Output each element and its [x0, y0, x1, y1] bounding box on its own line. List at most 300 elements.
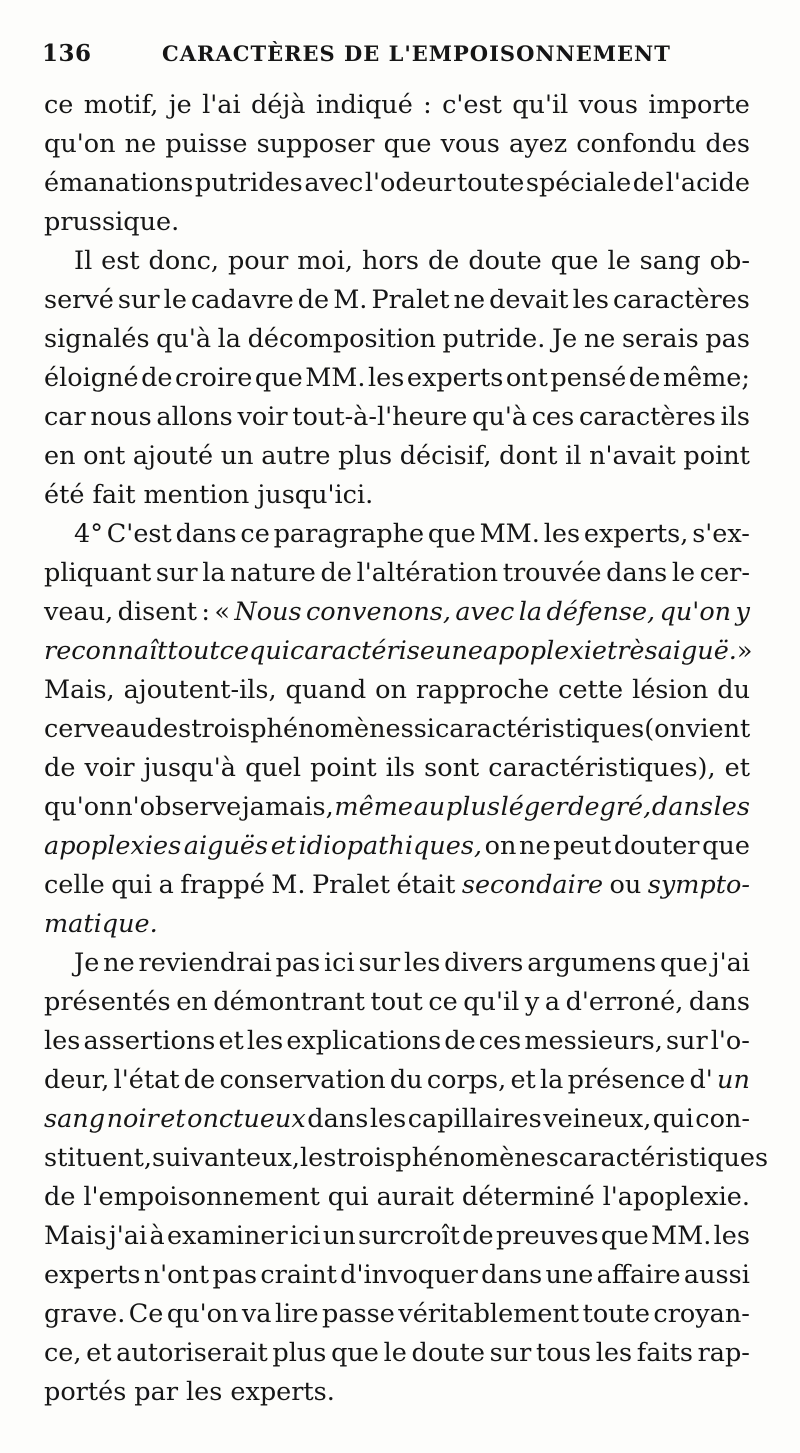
word: qui [111, 870, 153, 900]
word: pas [212, 1260, 258, 1290]
italic-word: et [160, 1104, 186, 1134]
word: passe [322, 1299, 395, 1329]
word: fait [92, 480, 136, 510]
word: de [297, 285, 330, 315]
word: plus [272, 1338, 327, 1368]
word: ne [519, 831, 551, 861]
word: quand [285, 675, 367, 705]
word: en [44, 441, 76, 471]
word: qu'on [44, 129, 116, 159]
word: un [220, 441, 254, 471]
word: croire [175, 363, 253, 393]
italic-word: avec [455, 597, 515, 627]
word: l'état [113, 1065, 180, 1095]
word: j'ai [108, 1221, 148, 1251]
word: que [331, 1338, 379, 1368]
word: sur [117, 285, 160, 315]
text-line [44, 788, 750, 827]
word: de [628, 363, 661, 393]
word: plus [338, 441, 393, 471]
italic-word: dans [651, 792, 713, 822]
italic-word: convenons, [305, 597, 451, 627]
word: décomposition [247, 324, 436, 354]
word: explications [286, 1026, 442, 1056]
italic-word: qu'on [659, 597, 732, 627]
word: spéciale [525, 168, 632, 198]
word: MM. [305, 363, 366, 393]
word: du [717, 675, 750, 705]
italic-word: qui [249, 636, 290, 666]
word: on [375, 675, 407, 705]
running-title: CARACTÈRES DE L'EMPOISONNEMENT [162, 41, 671, 66]
paragraph [44, 242, 750, 515]
word: qu'à [472, 402, 528, 432]
word: ce [44, 90, 74, 120]
word: reviendrai [138, 948, 272, 978]
word: de [632, 168, 665, 198]
italic-word: une [434, 636, 483, 666]
word: phénomènes [395, 1143, 559, 1173]
word: » [736, 636, 753, 666]
word: dans [481, 1260, 543, 1290]
word: Pralet [311, 870, 390, 900]
italic-word: apoplexies [44, 831, 182, 861]
word: un [322, 1221, 356, 1251]
italic-word: degré, [568, 792, 652, 822]
word: lire [274, 1299, 319, 1329]
word: d' [689, 1065, 713, 1095]
word: cerveau [44, 714, 147, 744]
word: Il [74, 246, 93, 276]
page-number: 136 [42, 40, 92, 67]
word: C'est [106, 519, 172, 549]
text-line [44, 1022, 750, 1061]
word: (on [644, 714, 686, 744]
word: a [544, 987, 561, 1017]
word: motif, [83, 90, 159, 120]
italic-word: reconnaît [44, 636, 168, 666]
word: doute [411, 1338, 485, 1368]
word: Je [551, 324, 578, 354]
word: que [600, 1221, 649, 1251]
word: car [44, 402, 86, 432]
italic-word: aiguës [183, 831, 269, 861]
word: y [524, 987, 540, 1017]
word: doute [468, 246, 542, 276]
word: nous [90, 402, 152, 432]
word: que [383, 129, 432, 159]
word: la [202, 558, 226, 588]
text-line [44, 125, 750, 164]
word: experts [44, 1260, 141, 1290]
word: et [510, 1065, 536, 1095]
word: si [413, 714, 435, 744]
italic-word: caractérise [289, 636, 435, 666]
word: cer- [699, 558, 750, 588]
word: j'ai [711, 948, 750, 978]
word: pliquant [44, 558, 152, 588]
word: déterminé [461, 1182, 595, 1212]
word: ce [240, 519, 270, 549]
word: tous [535, 1338, 592, 1368]
word: nature [230, 558, 316, 588]
word: surcroît [358, 1221, 460, 1251]
word: rap- [697, 1338, 750, 1368]
word: veau, [44, 597, 114, 627]
word: eux, [245, 1143, 300, 1173]
word: que [702, 831, 750, 861]
word: qui [652, 1104, 694, 1134]
text-line [44, 749, 750, 788]
word: de [427, 246, 460, 276]
word: dans [307, 1104, 369, 1134]
word: que [427, 519, 476, 549]
word: le [163, 285, 187, 315]
word: en [176, 987, 208, 1017]
italic-word: apoplexie [482, 636, 607, 666]
text-line [44, 1373, 750, 1412]
word: démontrant [213, 987, 365, 1017]
text-line [44, 1217, 750, 1256]
word: et [86, 1338, 112, 1368]
word: affaire [596, 1260, 681, 1290]
word: qu'on [44, 792, 116, 822]
text-line [44, 203, 750, 242]
word: les [369, 1104, 407, 1134]
text-line [44, 593, 750, 632]
word: douter [613, 831, 700, 861]
word: trois [336, 1143, 396, 1173]
word: devait [489, 285, 569, 315]
word: ce, [44, 1338, 82, 1368]
word: deur, [44, 1065, 110, 1095]
text-line [44, 242, 750, 281]
word: jusqu'à [143, 753, 237, 783]
word: par [134, 1377, 179, 1407]
word: va [241, 1299, 272, 1329]
word: ob- [709, 246, 750, 276]
word: les [543, 519, 581, 549]
word: sur [358, 948, 401, 978]
word: le [383, 1338, 407, 1368]
word: je [168, 90, 192, 120]
italic-word: idiopathiques, [298, 831, 483, 861]
word: l'acide [665, 168, 750, 198]
word: l'altération [356, 558, 499, 588]
word: décisif, [399, 441, 492, 471]
word: une [545, 1260, 594, 1290]
text-line [44, 86, 750, 125]
word: les [713, 1221, 750, 1251]
word: pensé [550, 363, 627, 393]
word: c'est [442, 90, 502, 120]
word: de [44, 1182, 76, 1212]
word: disent [117, 597, 197, 627]
italic-word: secondaire [461, 870, 604, 900]
text-line [44, 827, 750, 866]
word: d'invoquer [340, 1260, 478, 1290]
italic-word: sympto- [647, 870, 750, 900]
word: paragraphe [273, 519, 425, 549]
italic-word: ce [219, 636, 250, 666]
italic-word: un [717, 1065, 750, 1095]
word: MM. [651, 1221, 712, 1251]
text-line [44, 1139, 769, 1178]
word: les [572, 285, 609, 315]
word: que [659, 948, 708, 978]
word: capillaires [407, 1104, 542, 1134]
word: des [705, 129, 750, 159]
word: putride. [442, 324, 546, 354]
word: véritablement [398, 1299, 580, 1329]
word: de [141, 363, 173, 393]
italic-word: onctueux [187, 1104, 306, 1134]
word: éloigné [44, 363, 139, 393]
word: veineux, [543, 1104, 652, 1134]
word: aussi [683, 1260, 750, 1290]
word: point [310, 753, 377, 783]
word: divers [444, 948, 524, 978]
word: n'ont [143, 1260, 210, 1290]
italic-word: plus [445, 792, 500, 822]
word: frappé [180, 870, 265, 900]
word: toute [582, 1299, 650, 1329]
italic-word: très [606, 636, 658, 666]
word: la [217, 324, 242, 354]
word: hors [361, 246, 420, 276]
word: importe [648, 90, 750, 120]
word: grave. [44, 1299, 126, 1329]
word: pas [705, 324, 750, 354]
text-line [44, 398, 750, 437]
word: messieurs, [524, 1026, 663, 1056]
word: pour [227, 246, 289, 276]
word: assertions [83, 1026, 216, 1056]
paragraph [44, 944, 769, 1412]
word: conservation [219, 1065, 386, 1095]
word: qu'il [463, 987, 520, 1017]
text-line [44, 1061, 750, 1100]
italic-word: tout [167, 636, 220, 666]
word: avec [304, 168, 364, 198]
text-line [44, 281, 750, 320]
text-line [44, 437, 750, 476]
word: allons [156, 402, 233, 432]
text-line [44, 1100, 750, 1139]
word: putrides [194, 168, 303, 198]
paragraph [44, 515, 753, 944]
word: de [183, 1065, 216, 1095]
word: les [595, 1338, 633, 1368]
word: 4° [74, 519, 103, 549]
word: lésion [632, 675, 709, 705]
word: quel [245, 753, 302, 783]
text-line [44, 905, 750, 944]
word: tout [370, 987, 423, 1017]
word: les [300, 1143, 337, 1173]
word: d'erroné, [565, 987, 684, 1017]
word: ici [324, 948, 355, 978]
word: on [484, 831, 517, 861]
word: présentés [44, 987, 171, 1017]
word: à [149, 1221, 165, 1251]
word: experts [406, 363, 504, 393]
word: dans [175, 519, 237, 549]
word: et [724, 753, 750, 783]
italic-word: défense, [546, 597, 656, 627]
word: M. [271, 870, 306, 900]
word: caractéristiques [434, 714, 645, 744]
text-line [44, 944, 750, 983]
word: : [423, 90, 432, 120]
word: suivant [152, 1143, 246, 1173]
word: ils [720, 402, 750, 432]
word: que [550, 246, 599, 276]
word: croyan- [653, 1299, 750, 1329]
word: a [158, 870, 174, 900]
word: : [201, 597, 210, 627]
word: sur [489, 1338, 532, 1368]
word: présence [567, 1065, 686, 1095]
word: était [396, 870, 456, 900]
word: jusqu'ici. [257, 480, 374, 510]
text-line [44, 320, 750, 359]
page-header [42, 40, 742, 80]
italic-word: au [413, 792, 446, 822]
text-line [44, 632, 753, 671]
word: même; [662, 363, 750, 393]
word: experts, [583, 519, 689, 549]
italic-word: et [270, 831, 297, 861]
word: caractéristiques [558, 1143, 769, 1173]
word: faits [636, 1338, 693, 1368]
word: l'odeur [364, 168, 456, 198]
word: signalés [44, 324, 150, 354]
text-line [44, 1178, 750, 1217]
word: dans [606, 558, 668, 588]
word: puisse [165, 129, 248, 159]
word: ils [385, 753, 416, 783]
word: les [44, 1026, 81, 1056]
italic-word: matique. [44, 909, 158, 939]
text-line [44, 1256, 750, 1295]
word: qu'à [156, 324, 212, 354]
word: qui [327, 1182, 369, 1212]
text-line [44, 710, 750, 749]
word: caractères [612, 285, 750, 315]
word: est [101, 246, 140, 276]
word: experts. [230, 1377, 335, 1407]
word: été [44, 480, 85, 510]
word: con- [695, 1104, 750, 1134]
word: argumens [527, 948, 657, 978]
word: le [607, 246, 631, 276]
word: Mais [44, 1221, 107, 1251]
italic-word: les [713, 792, 750, 822]
text-body [44, 86, 769, 1412]
word: aurait [376, 1182, 455, 1212]
word: M. [333, 285, 368, 315]
word: cette [558, 675, 624, 705]
word: vous [440, 129, 500, 159]
word: ne [124, 129, 157, 159]
italic-word: aiguë. [657, 636, 737, 666]
word: n'avait [589, 441, 676, 471]
word: moi, [297, 246, 354, 276]
italic-word: léger [500, 792, 568, 822]
word: de [462, 1221, 494, 1251]
word: Ce [128, 1299, 164, 1329]
word: il [565, 441, 582, 471]
word: ne [103, 948, 135, 978]
word: les [186, 1377, 223, 1407]
word: ne [453, 285, 486, 315]
word: que [254, 363, 303, 393]
word: ont [505, 363, 548, 393]
word: ces [531, 402, 575, 432]
text-line [44, 554, 750, 593]
word: et [218, 1026, 244, 1056]
word: autre [261, 441, 331, 471]
word: vous [578, 90, 638, 120]
word: rapproche [415, 675, 550, 705]
word: de [444, 1026, 476, 1056]
word: serais [621, 324, 699, 354]
paragraph [44, 86, 750, 242]
word: ont [83, 441, 126, 471]
word: donc, [148, 246, 220, 276]
word: ajoutent-ils, [123, 675, 277, 705]
word: phénomènes [250, 714, 414, 744]
word: ajouté [132, 441, 214, 471]
word: ces [478, 1026, 522, 1056]
word: s'ex- [692, 519, 750, 549]
word: n'observe [116, 792, 242, 822]
word: les [246, 1026, 284, 1056]
italic-word: noir [106, 1104, 159, 1134]
word: pas [275, 948, 321, 978]
word: peut [553, 831, 612, 861]
word: l'ai [202, 90, 241, 120]
text-line [44, 476, 750, 515]
text-line [44, 866, 750, 905]
text-line [44, 671, 750, 710]
word: ayez [509, 129, 568, 159]
word: de [320, 558, 352, 588]
italic-word: la [518, 597, 543, 627]
word: examiner [166, 1221, 288, 1251]
word: dont [499, 441, 558, 471]
italic-word: y [735, 597, 750, 627]
word: ici [289, 1221, 321, 1251]
word: du [389, 1065, 423, 1095]
word: confondu [576, 129, 697, 159]
word: ou [609, 870, 642, 900]
word: vient [685, 714, 751, 744]
word: déjà [250, 90, 306, 120]
word: la [540, 1065, 564, 1095]
word: supposer [256, 129, 375, 159]
word: des [146, 714, 192, 744]
italic-word: sang [44, 1104, 106, 1134]
word: craint [260, 1260, 337, 1290]
word: Pralet [371, 285, 450, 315]
word: point [683, 441, 750, 471]
word: le [671, 558, 696, 588]
word: les [368, 363, 405, 393]
text-line [44, 359, 750, 398]
word: corps, [426, 1065, 507, 1095]
